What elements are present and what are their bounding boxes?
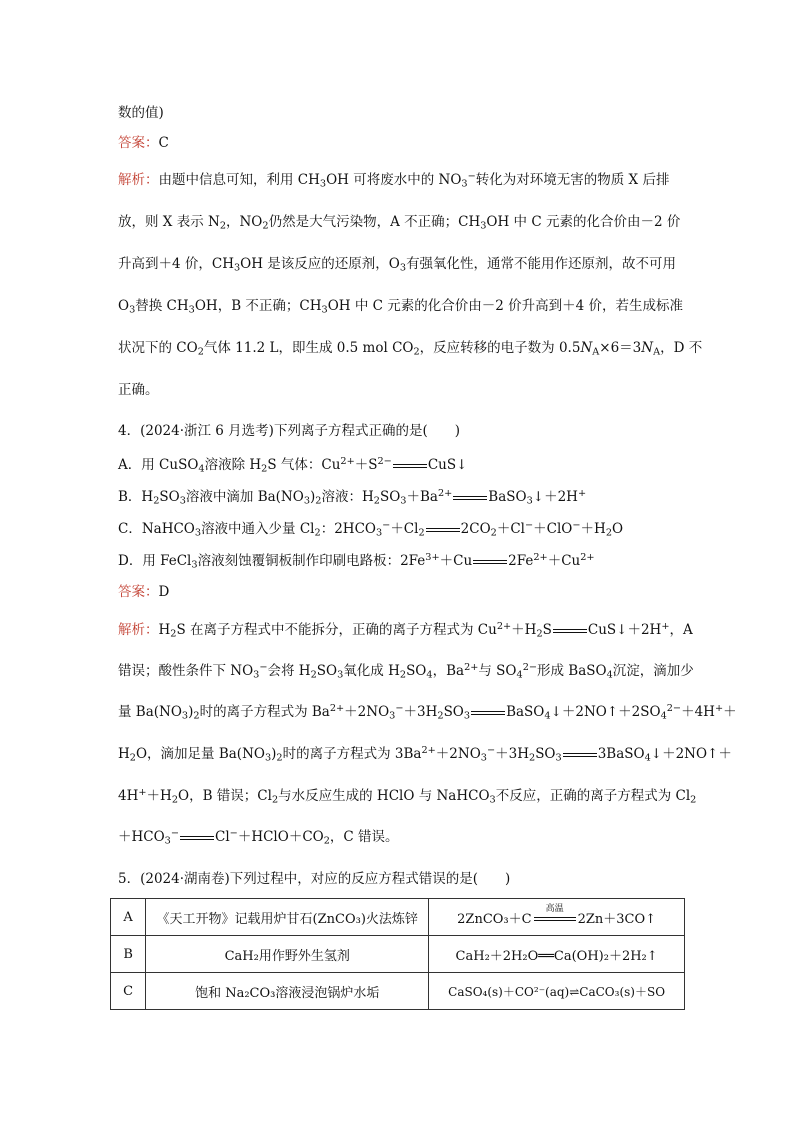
equals-sign <box>426 528 460 532</box>
table-row <box>111 973 685 1010</box>
q4-option-d: D．用 FeCl$_3$溶液刻蚀覆铜板制作印刷电路板：$2Fe^{3+}+Cu$ $2Fe^{2+}+Cu^{2+}$ <box>118 552 595 571</box>
q4-analysis-line-5: $4H^++H_2O$，B 错误；$Cl_2$与水反应生成的 HClO 与 NaHCO$_3$不反应，正确的离子方程式为 $Cl_2$ <box>118 787 697 806</box>
row-label: A <box>111 899 146 936</box>
top-fragment: 数的值) <box>118 105 164 121</box>
q3-analysis-line-3: 升高到＋4 价，$CH_3OH$ 是该反应的还原剂，$O_3$有强氧化性，通常不能用作还原剂，故不可用 <box>118 256 677 274</box>
row-description: 《天工开物》记载用炉甘石(ZnCO₃)火法炼锌 <box>146 899 429 936</box>
q5-table <box>110 898 685 1010</box>
q3-analysis-line-1: 解析：由题中信息可知，利用 $CH_3OH$ 可将废水中的 $NO_3^-$转化为对环境无害的物质 X 后排 <box>118 171 670 190</box>
table-row <box>111 899 685 936</box>
q4-option-c: C．NaHCO$_3$溶液中通入少量 $Cl_2$：$2HCO_3^-+Cl_2$ $2CO_2+Cl^-+ClO^-+H_2O$ <box>118 520 624 539</box>
q3-analysis-line-5: 状况下的 $CO_2$气体 11.2 L，即生成 0.5 mol $CO_2$，反应转移的电子数为 $0.5N_A\times 6=3N_A$，D 不 <box>118 340 703 358</box>
q3-analysis-line-6: 正确。 <box>118 382 159 398</box>
q4-stem: 4．(2024·浙江 6 月选考)下列离子方程式正确的是( ) <box>118 423 460 439</box>
row-label: B <box>111 936 146 973</box>
row-description: 饱和 Na₂CO₃溶液浸泡锅炉水垢 <box>146 973 429 1010</box>
analysis-label: 解析： <box>118 172 159 188</box>
q4-analysis-line-1: 解析：$H_2S$ 在离子方程式中不能拆分，正确的离子方程式为 $Cu^{2+}+H_2S$ CuS↓＋2H+，A <box>118 621 693 640</box>
reaction-arrow: 高温 <box>534 917 576 921</box>
q5-stem: 5．(2024·湖南卷)下列过程中，对应的反应方程式错误的是( ) <box>118 871 511 887</box>
q4-answer: 答案：D <box>118 584 170 600</box>
q3-answer: 答案：C <box>118 135 169 151</box>
row-description: CaH₂用作野外生氢剂 <box>146 936 429 973</box>
q4-option-a: A．用 CuSO$_4$溶液除 $H_2S$ 气体：$Cu^{2+}+S^{2-}$ CuS↓ <box>118 456 468 475</box>
q4-analysis-line-2: 错误；酸性条件下 $NO_3^-$会将 $H_2SO_3$氧化成 $H_2SO_4$，$Ba^{2+}$与 $SO_4^{2-}$形成 BaSO$_4$沉淀，滴加少 <box>118 662 694 681</box>
q4-option-b: B．$H_2SO_3$溶液中滴加 $Ba(NO_3)_2$溶液：$H_2SO_3+Ba^{2+}$ BaSO$_3$↓＋2H+ <box>118 488 587 507</box>
q4-analysis-line-4: $H_2O$，滴加足量 $Ba(NO_3)_2$时的离子方程式为 $3Ba^{2+}+2NO_3^-+3H_2SO_3$ 3BaSO$_4$↓＋2NO↑＋ <box>118 745 732 764</box>
row-equation: CaSO₄(s)＋CO²⁻(aq)⇌CaCO₃(s)＋SO <box>429 973 685 1010</box>
q4-analysis-line-6: $+HCO_3^-$ $Cl^-+HClO+CO_2$，C 错误。 <box>118 828 399 847</box>
answer-label: 答案： <box>118 135 159 151</box>
q3-analysis-line-4: $O_3$替换 $CH_3OH$，B 不正确；$CH_3OH$ 中 C 元素的化合价由－2 价升高到＋4 价，若生成标准 <box>118 298 684 316</box>
equals-sign <box>453 496 487 500</box>
equals-sign <box>473 560 507 564</box>
table-row <box>111 936 685 973</box>
q3-analysis-line-2: 放，则 X 表示 $N_2$，$NO_2$仍然是大气污染物，A 不正确；$CH_3OH$ 中 C 元素的化合价由－2 价 <box>118 214 681 232</box>
equals-sign <box>393 464 427 468</box>
q4-analysis-line-3: 量 $Ba(NO_3)_2$时的离子方程式为 $Ba^{2+}+2NO_3^-+3H_2SO_3$ $BaSO_4↓+2NO↑+2SO_4^{2-}+4H^++$ <box>118 703 737 722</box>
row-label: C <box>111 973 146 1010</box>
row-equation: 2ZnCO₃＋C 高温 2Zn＋3CO↑ <box>429 899 685 936</box>
row-equation: CaH₂＋2H₂O══Ca(OH)₂＋2H₂↑ <box>429 936 685 973</box>
